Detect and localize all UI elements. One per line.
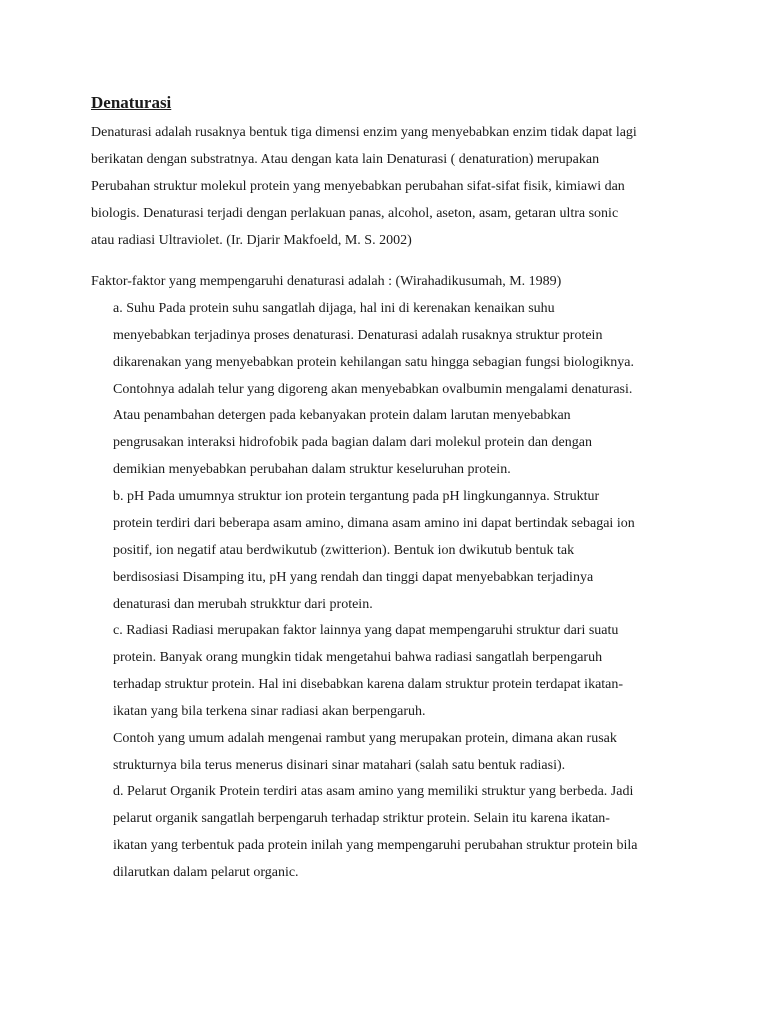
intro-line: atau radiasi Ultraviolet. (Ir. Djarir Makfoeld, M. S. 2002) [91,233,412,248]
list-line: protein terdiri dari beberapa asam amino, dimana asam amino ini dapat bertindak sebagai ion [113,516,635,531]
list-line: d. Pelarut Organik Protein terdiri atas asam amino yang memiliki struktur yang berbeda. Jadi [113,784,634,799]
list-line: c. Radiasi Radiasi merupakan faktor lainnya yang dapat mempengaruhi struktur dari suatu [113,623,619,638]
list-line: strukturnya bila terus menerus disinari sinar matahari (salah satu bentuk radiasi). [113,758,566,773]
list-line: dikarenakan yang menyebabkan protein kehilangan satu hingga sebagian fungsi biologiknya. [113,355,634,370]
list-line: protein. Banyak orang mungkin tidak mengetahui bahwa radiasi sangatlah berpengaruh [113,650,603,665]
intro-line: berikatan dengan substratnya. Atau dengan kata lain Denaturasi ( denaturation) merupakan [91,152,600,167]
list-line: a. Suhu Pada protein suhu sangatlah dijaga, hal ini di kerenakan kenaikan suhu [113,301,555,316]
list-line: ikatan yang terbentuk pada protein inilah yang mempengaruhi perubahan struktur protein bila [113,838,638,853]
list-line: dilarutkan dalam pelarut organic. [113,865,299,880]
list-line: positif, ion negatif atau berdwikutub (zwitterion). Bentuk ion dwikutub bentuk tak [113,543,575,558]
page-title: Denaturasi [91,93,172,112]
list-line: denaturasi dan merubah strukktur dari protein. [113,597,373,612]
list-line: pelarut organik sangatlah berpengaruh terhadap striktur protein. Selain itu karena ikatan- [113,811,610,826]
list-line: ikatan yang bila terkena sinar radiasi akan berpengaruh. [113,704,426,719]
factors-heading: Faktor-faktor yang mempengaruhi denaturasi adalah : (Wirahadikusumah, M. 1989) [91,274,562,289]
list-line: Contoh yang umum adalah mengenai rambut yang merupakan protein, dimana akan rusak [113,731,617,746]
list-line: Contohnya adalah telur yang digoreng akan menyebabkan ovalbumin mengalami denaturasi. [113,382,633,397]
intro-line: biologis. Denaturasi terjadi dengan perlakuan panas, alcohol, aseton, asam, getaran ultra sonic [91,206,619,221]
intro-line: Perubahan struktur molekul protein yang menyebabkan perubahan sifat-sifat fisik, kimiawi dan [91,179,625,194]
list-line: berdisosiasi Disamping itu, pH yang rendah dan tinggi dapat menyebabkan terjadinya [113,570,594,585]
intro-line: Denaturasi adalah rusaknya bentuk tiga dimensi enzim yang menyebabkan enzim tidak dapat lagi [91,125,637,140]
list-line: b. pH Pada umumnya struktur ion protein tergantung pada pH lingkungannya. Struktur [113,489,600,504]
list-line: pengrusakan interaksi hidrofobik pada bagian dalam dari molekul protein dan dengan [113,435,592,450]
list-line: menyebabkan terjadinya proses denaturasi. Denaturasi adalah rusaknya struktur protein [113,328,603,343]
list-line: Atau penambahan detergen pada kebanyakan protein dalam larutan menyebabkan [113,408,571,423]
list-line: demikian menyebabkan perubahan dalam struktur keseluruhan protein. [113,462,511,477]
list-line: terhadap struktur protein. Hal ini disebabkan karena dalam struktur protein terdapat ikatan- [113,677,624,692]
